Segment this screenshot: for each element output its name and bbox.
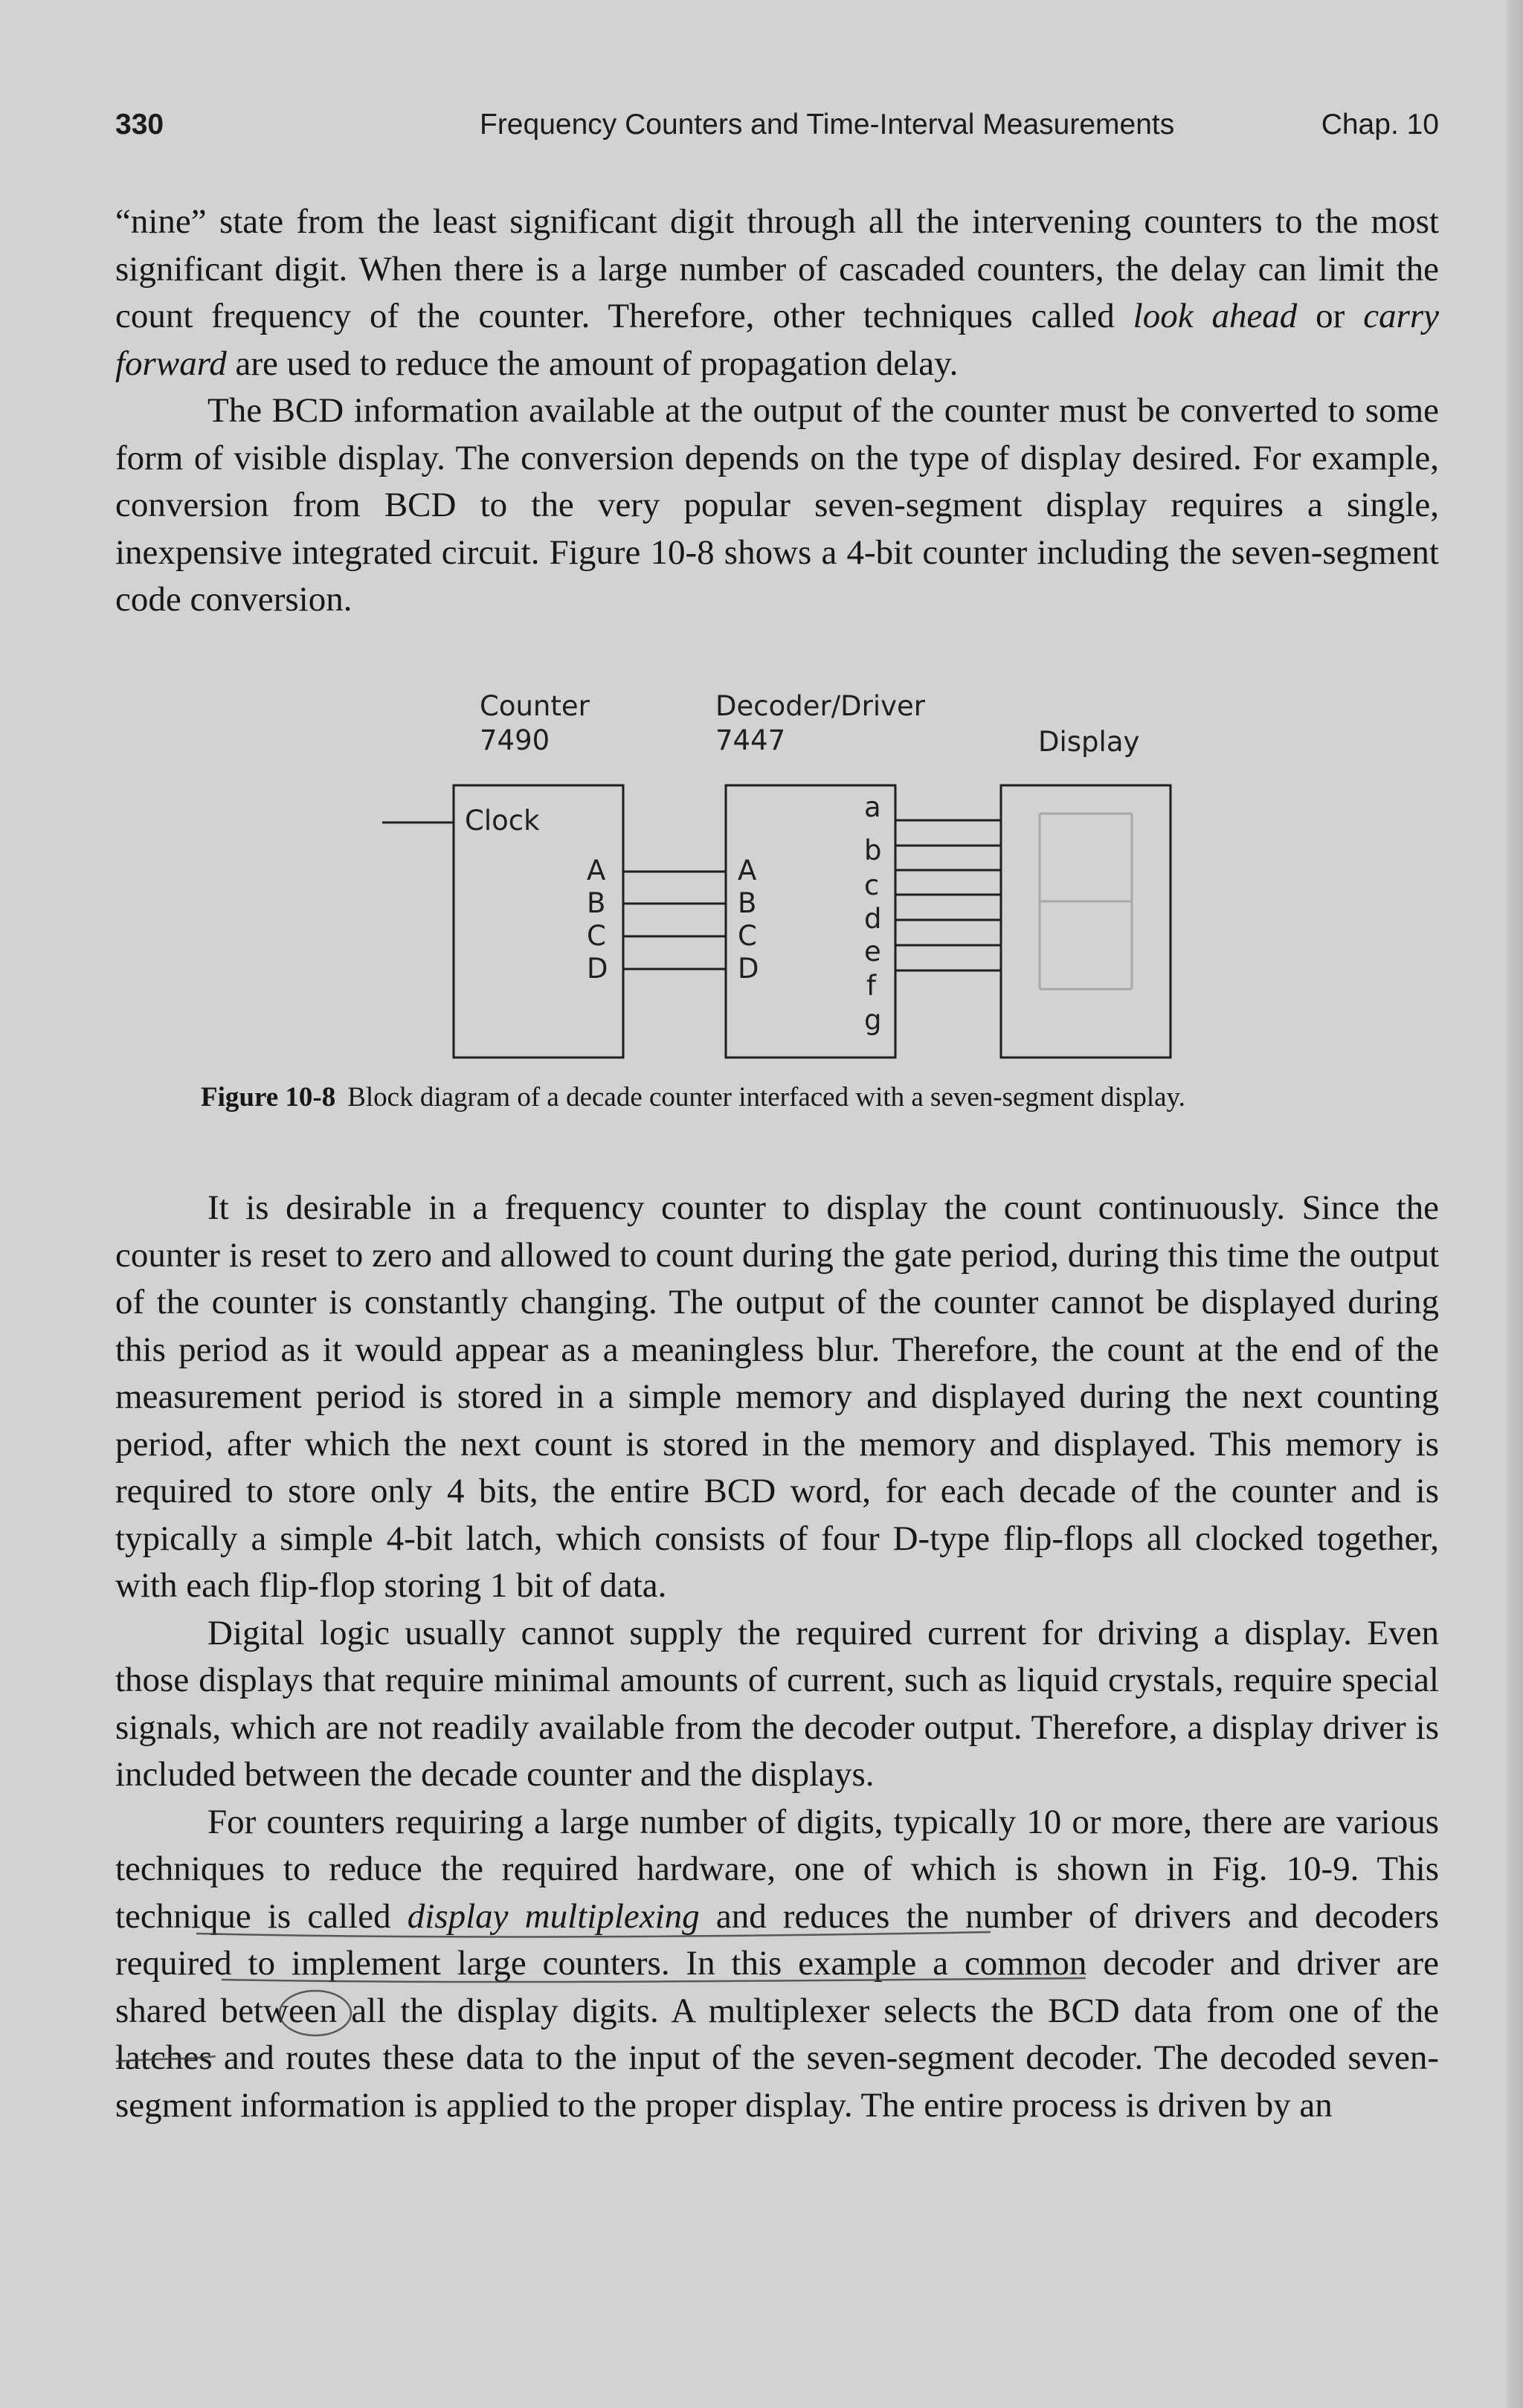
term-carry-forward: carry forward [115, 297, 1440, 383]
term-display-multiplexing: display multiplexing [407, 1896, 700, 1936]
counter-part-number: 7490 [480, 724, 550, 756]
decoder-pin-b: B [738, 887, 757, 919]
segment-pin-c: c [864, 869, 880, 901]
segment-pin-e: e [864, 936, 881, 968]
decoder-pin-a: A [738, 854, 757, 886]
display-title: Display [1038, 726, 1140, 758]
segment-pin-d: d [864, 903, 882, 935]
counter-pin-d: D [587, 953, 608, 985]
clock-label: Clock [465, 805, 540, 837]
segment-pin-g: g [864, 1004, 882, 1036]
decoder-part-number: 7447 [715, 724, 786, 756]
segment-pin-f: f [866, 970, 877, 1002]
chapter-title: Frequency Counters and Time-Interval Measurements [480, 109, 1175, 141]
caption-text: Block diagram of a decade counter interfaced with a seven-segment display. [347, 1082, 1185, 1113]
counter-pin-c: C [587, 920, 606, 952]
decoder-pin-d: D [738, 953, 759, 985]
page-number: 330 [115, 109, 164, 141]
page-edge-shadow [1507, 0, 1523, 2408]
paragraph-bcd-display: The BCD information available at the output of the counter must be converted to some form of visible display. The conversion depends on the type of display desired. For example, conversion from BCD to the very popular seven-segment display requires a single, inexpensive integrated circuit. Figure 10-8 shows a 4-bit counter including the seven-segment code conversion. [115, 391, 1439, 619]
paragraph-display-latch: It is desirable in a frequency counter to display the count continuously. Since the counter is reset to zero and allowed to count during the gate period, during this time the output of the counter is constantly changing. The output of the counter cannot be displayed during this period as it would appear as a meaningless blur. Therefore, the count at the end of the measurement period is stored in a simple memory and displayed during the next counting period, after which the next count is stored in the memory and displayed. This memory is required to store only 4 bits, the entire BCD word, for each decade of the counter and is typically a simple 4-bit latch, which consists of four D-type flip-flops all clocked together, with each flip-flop storing 1 bit of data. [115, 1188, 1439, 1605]
decoder-pin-c: C [738, 920, 757, 952]
decoder-title: Decoder/Driver [715, 690, 926, 722]
term-look-ahead: look ahead [1133, 297, 1298, 335]
segment-pin-b: b [864, 834, 882, 866]
paragraph-display-driver: Digital logic usually cannot supply the required current for driving a display. Even those displays that require minimal amounts of current, such as liquid crystals, require special signals, which are not readily available from the decoder output. Therefore, a display driver is included between the decade counter and the displays. [115, 1613, 1439, 1794]
segment-pin-a: a [864, 791, 881, 823]
counter-title: Counter [480, 690, 590, 722]
paragraph-multiplexing: For counters requiring a large number of digits, typically 10 or more, there are various techniques to reduce the required hardware, one of which is shown in Fig. 10-9. This technique is called display multiplexing and reduces the number of drivers and decoders required to implement large counters. In this example a common decoder and driver are shared between all the display digits. A multiplexer selects the BCD data from one of the latches and routes these data to the input of the seven-segment decoder. The decoded seven-segment information is applied to the proper display. The entire process is driven by an [115, 1802, 1439, 2125]
chapter-number: Chap. 10 [1321, 109, 1439, 141]
figure-number: Figure 10-8 [201, 1082, 336, 1113]
counter-pin-b: B [587, 887, 606, 919]
paragraph-continued: “nine” state from the least significant digit through all the intervening counters to the most significant digit. When there is a large number of cascaded counters, the delay can limit the count frequency of the counter. Therefore, other techniques called look ahead or carry forward are used to reduce the amount of propagation delay. [115, 202, 1440, 383]
counter-pin-a: A [587, 854, 606, 886]
